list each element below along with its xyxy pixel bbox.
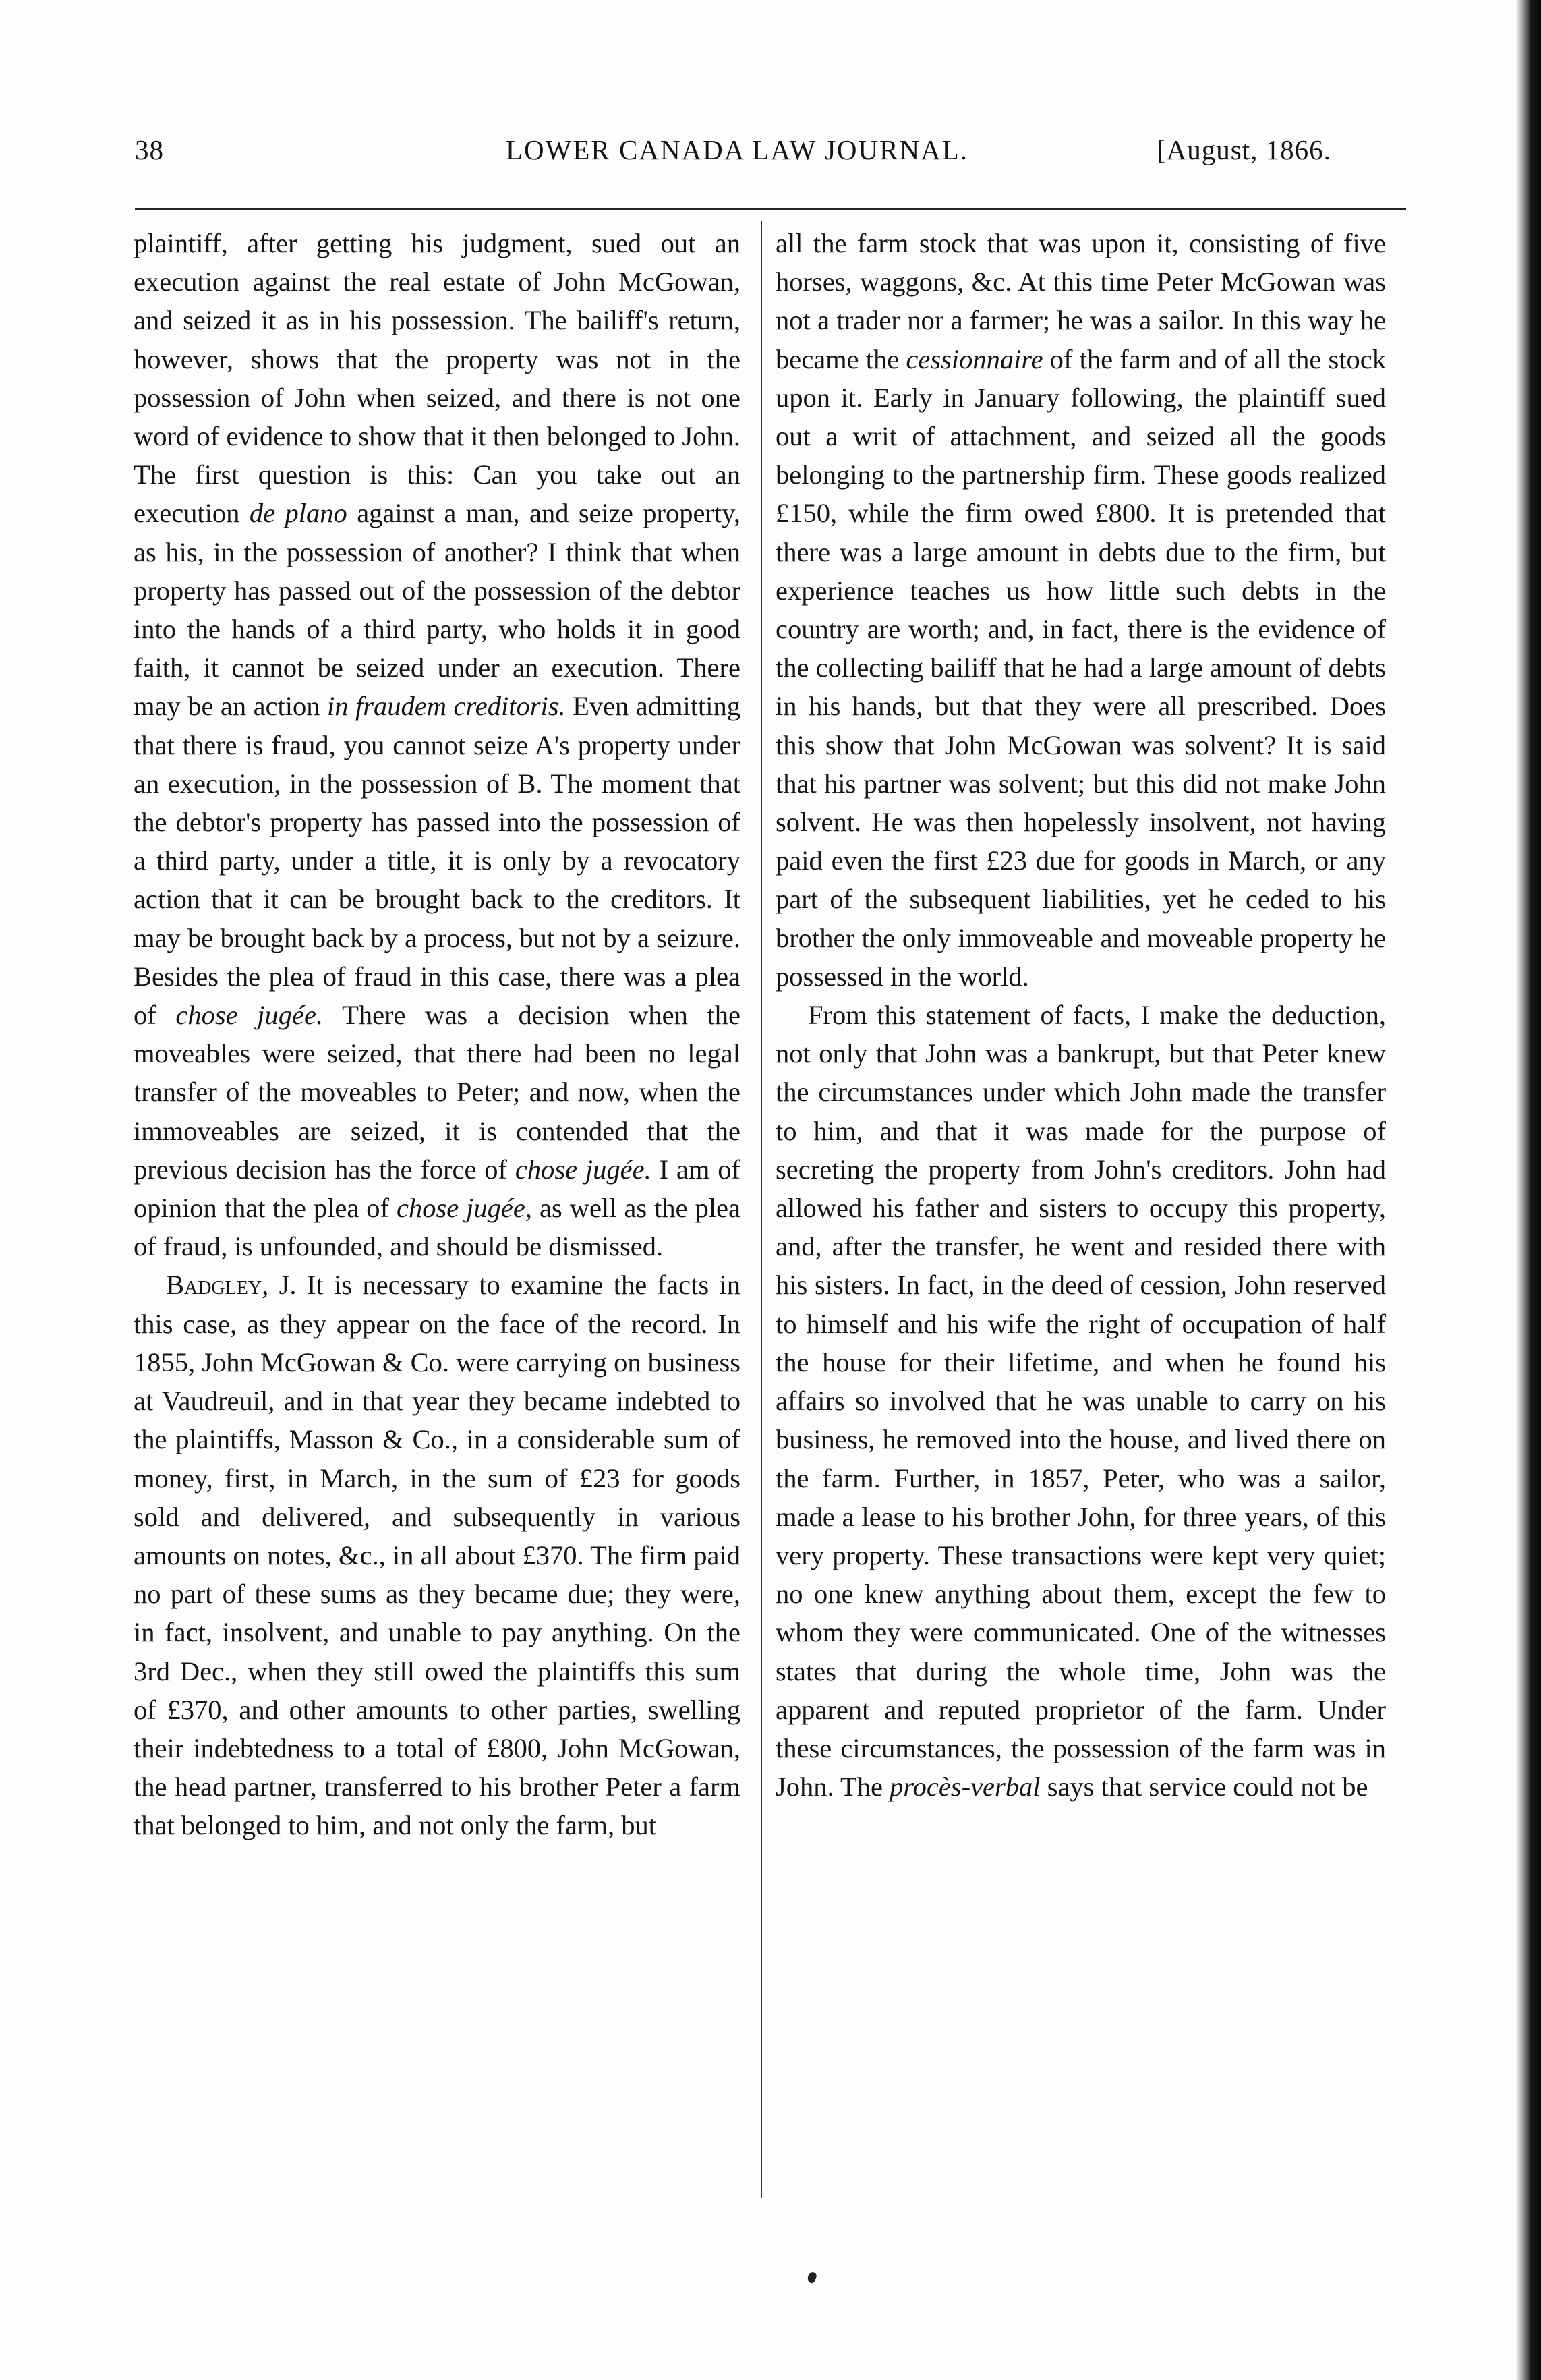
- page-header: [135, 134, 1416, 174]
- right-paragraph-2: [776, 996, 1386, 1806]
- text-run: It is necessary to examine the facts in this case, as they appear on the face of the record. In 1855, John McGowan & Co. were carrying on business at Vaudreuil, and in that year they became indebted to the plaintiffs, Masson & Co., in a considerable sum of money, first, in March, in the sum of £23 for goods sold and delivered, and subsequently in various amounts on notes, &c., in all about £370. The firm paid no part of these sums as they became due; they were, in fact, insolvent, and unable to pay anything. On the 3rd Dec., when they still owed the plaintiffs this sum of £370, and other amounts to other parties, swelling their indebtedness to a total of £800, John McGowan, the head partner, transferred to his brother Peter a farm that belonged to him, and not only the farm, but: [134, 1270, 740, 1841]
- italic-phrase: cessionnaire: [906, 343, 1043, 374]
- left-paragraph-2: [134, 1266, 740, 1844]
- right-column: [776, 224, 1386, 1806]
- column-divider: [761, 221, 762, 2198]
- text-run: There was a decision when the moveables were seized, that there had been no legal transfer of the moveables to Peter; and now, when the immoveables are seized, it is contended that the previous decision has the force of: [134, 1000, 740, 1185]
- text-run: says that service could not be: [1040, 1772, 1368, 1803]
- left-column: [134, 224, 740, 1845]
- text-run: of the farm and of all the stock upon it. Early in January following, the plaintiff sued out a writ of attachment, and seized all the goods belonging to the partnership firm. These goods realized £150, while the firm owed £800. It is pretended that there was a large amount in debts due to the firm, but experience teaches us how little such debts in the country are worth; and, in fact, there is the evidence of the collecting bailiff that he had a large amount of debts in his hands, but that they were all prescribed. Does this show that John McGowan was solvent? It is said that his partner was solvent; but this did not make John solvent. He was then hopelessly insolvent, not having paid even the first £23 due for goods in March, or any part of the subsequent liabilities, yet he ceded to his brother the only immoveable and moveable property he possessed in the world.: [776, 343, 1387, 992]
- italic-phrase: procès-verbal: [890, 1772, 1041, 1803]
- text-run: plaintiff, after getting his judgment, sued out an execution against the real estate of John McGowan, and seized it as in his possession. The bailiff's return, however, shows that the property was not in the possession of John when seized, and there is not one word of evidence to show that it then belonged to John. The first question is this: Can you take out an execution: [134, 228, 740, 529]
- text-run: as well as the plea of fraud, is unfounded, and should be dismissed.: [134, 1193, 740, 1262]
- header-rule: [135, 208, 1406, 210]
- italic-phrase: chose jugée.: [515, 1154, 651, 1185]
- judge-name: Badgley, J.: [166, 1270, 297, 1301]
- binding-edge: [1515, 0, 1541, 2380]
- left-paragraph-1: [134, 224, 740, 1266]
- text-run: From this statement of facts, I make the deduction, not only that John was a bankrupt, but that Peter knew the circumstances under which John made the transfer to him, and that it was made for the purpose of secreting the property from John's creditors. John had allowed his father and sisters to occupy this property, and, after the transfer, he went and resided there with his sisters. In fact, in the deed of cession, John reserved to himself and his wife the right of occupation of half the house for their lifetime, and when he found his affairs so involved that he was unable to carry on his business, he removed into the house, and lived there on the farm. Further, in 1857, Peter, who was a sailor, made a lease to his brother John, for three years, of this very property. These transactions were kept very quiet; no one knew anything about them, except the few to whom they were communicated. One of the witnesses states that during the whole time, John was the apparent and reputed proprietor of the farm. Under these circumstances, the possession of the farm was in John. The: [776, 1000, 1386, 1803]
- right-paragraph-1: [776, 224, 1386, 996]
- text-run: Even admitting that there is fraud, you cannot seize A's property under an execution, in the possession of B. The moment that the debtor's property has passed into the possession of a third party, under a title, it is only by a revocatory action that it can be brought back to the creditors. It may be brought back by a process, but not by a seizure. Besides the plea of fraud in this case, there was a plea of: [134, 691, 741, 1031]
- running-head: LOWER CANADA LAW JOURNAL.: [506, 134, 968, 165]
- text-run: I am of opinion that the plea of: [134, 1154, 740, 1224]
- issue-date: [August, 1866.: [1157, 134, 1331, 165]
- italic-phrase: chose jugée.: [175, 1000, 324, 1031]
- text-run: against a man, and seize property, as his, in the possession of another? I think that when property has passed out of the possession of the debtor into the hands of a third party, who holds it in good faith, it cannot be seized under an execution. There may be an action: [134, 498, 740, 722]
- ink-speck: [806, 2271, 818, 2284]
- italic-phrase: chose jugée,: [397, 1193, 533, 1224]
- italic-phrase: de plano: [249, 498, 347, 529]
- italic-phrase: in fraudem creditoris.: [327, 691, 566, 722]
- page-number: 38: [135, 134, 164, 165]
- text-run: all the farm stock that was upon it, consisting of five horses, waggons, &c. At this time Peter McGowan was not a trader nor a farmer; he was a sailor. In this way he became the: [776, 228, 1386, 374]
